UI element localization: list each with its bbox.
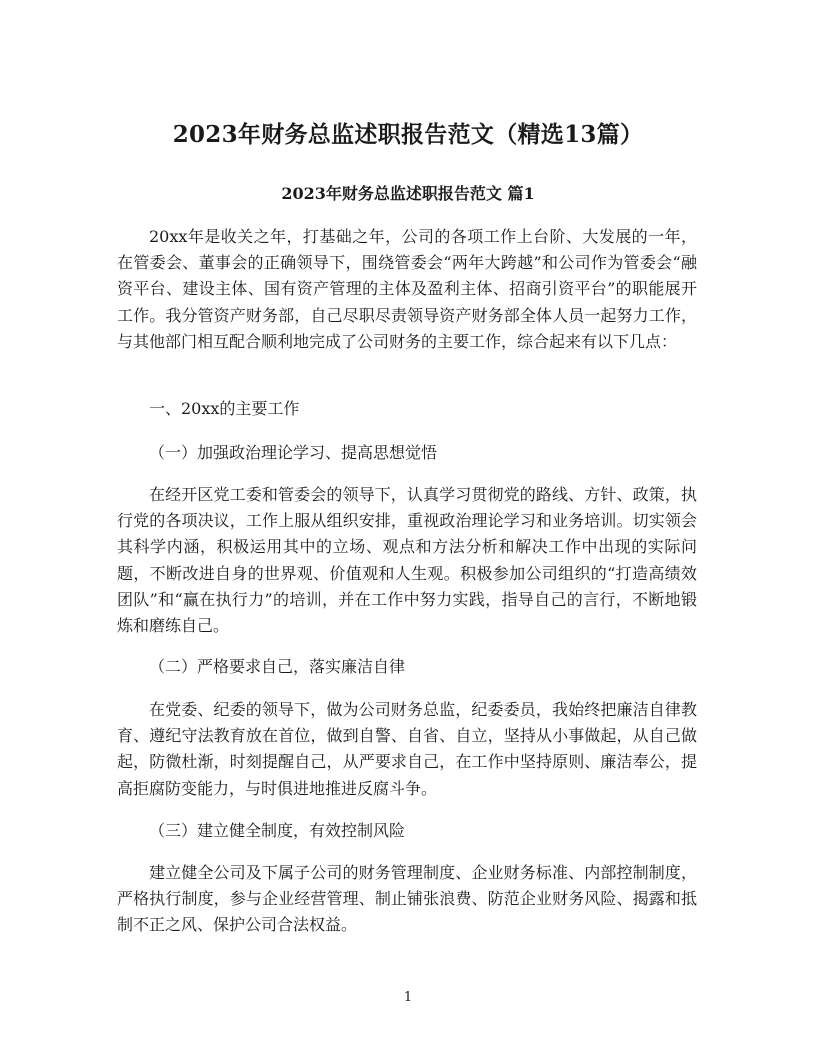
subheading-3: （三）建立健全制度，有效控制风险 <box>149 821 406 840</box>
page-number: 1 <box>403 990 413 1005</box>
subheading-2: （二）严格要求自己，落实廉洁自律 <box>149 657 406 676</box>
section-title: 2023年财务总监述职报告范文 篇1 <box>281 184 535 203</box>
main-heading: 一、20xx的主要工作 <box>149 399 300 418</box>
paragraph-3: 建立健全公司及下属子公司的财务管理制度、企业财务标准、内部控制制度，严格执行制度，参与企业经营管理、制止铺张浪费、防范企业财务风险、揭露和抵制不正之风、保护公司合法权益。 <box>117 863 697 935</box>
paragraph-2: 在党委、纪委的领导下，做为公司财务总监，纪委委员，我始终把廉洁自律教育、遵纪守法教育放在首位，做到自警、自省、自立，坚持从小事做起，从自己做起，防微杜渐，时刻提醒自己，从严要求自己，在工作中坚持原则、廉洁奉公，提高拒腐防变能力，与时俱进地推进反腐斗争。 <box>117 700 697 798</box>
subheading-1: （一）加强政治理论学习、提高思想觉悟 <box>149 443 438 462</box>
document-title: 2023年财务总监述职报告范文（精选13篇） <box>172 121 644 148</box>
intro-paragraph: 20xx年是收关之年，打基础之年，公司的各项工作上台阶、大发展的一年，在管委会、董事会的正确领导下，围绕管委会“两年大跨越”和公司作为管委会“融资平台、建设主体、国有资产管理的主体及盈利主体、招商引资平台”的职能展开工作。我分管资产财务部，自己尽职尽责领导资产财务部全体人员一起努力工作，与其他部门相互配合顺利地完成了公司财务的主要工作，综合起来有以下几点： <box>117 227 697 351</box>
paragraph-1: 在经开区党工委和管委会的领导下，认真学习贯彻党的路线、方针、政策，执行党的各项决议，工作上服从组织安排，重视政治理论学习和业务培训。切实领会其科学内涵，积极运用其中的立场、观点和方法分析和解决工作中出现的实际问题，不断改进自身的世界观、价值观和人生观。积极参加公司组织的“打造高绩效团队”和“赢在执行力”的培训，并在工作中努力实践，指导自己的言行，不断地锻炼和磨练自己。 <box>117 485 697 636</box>
